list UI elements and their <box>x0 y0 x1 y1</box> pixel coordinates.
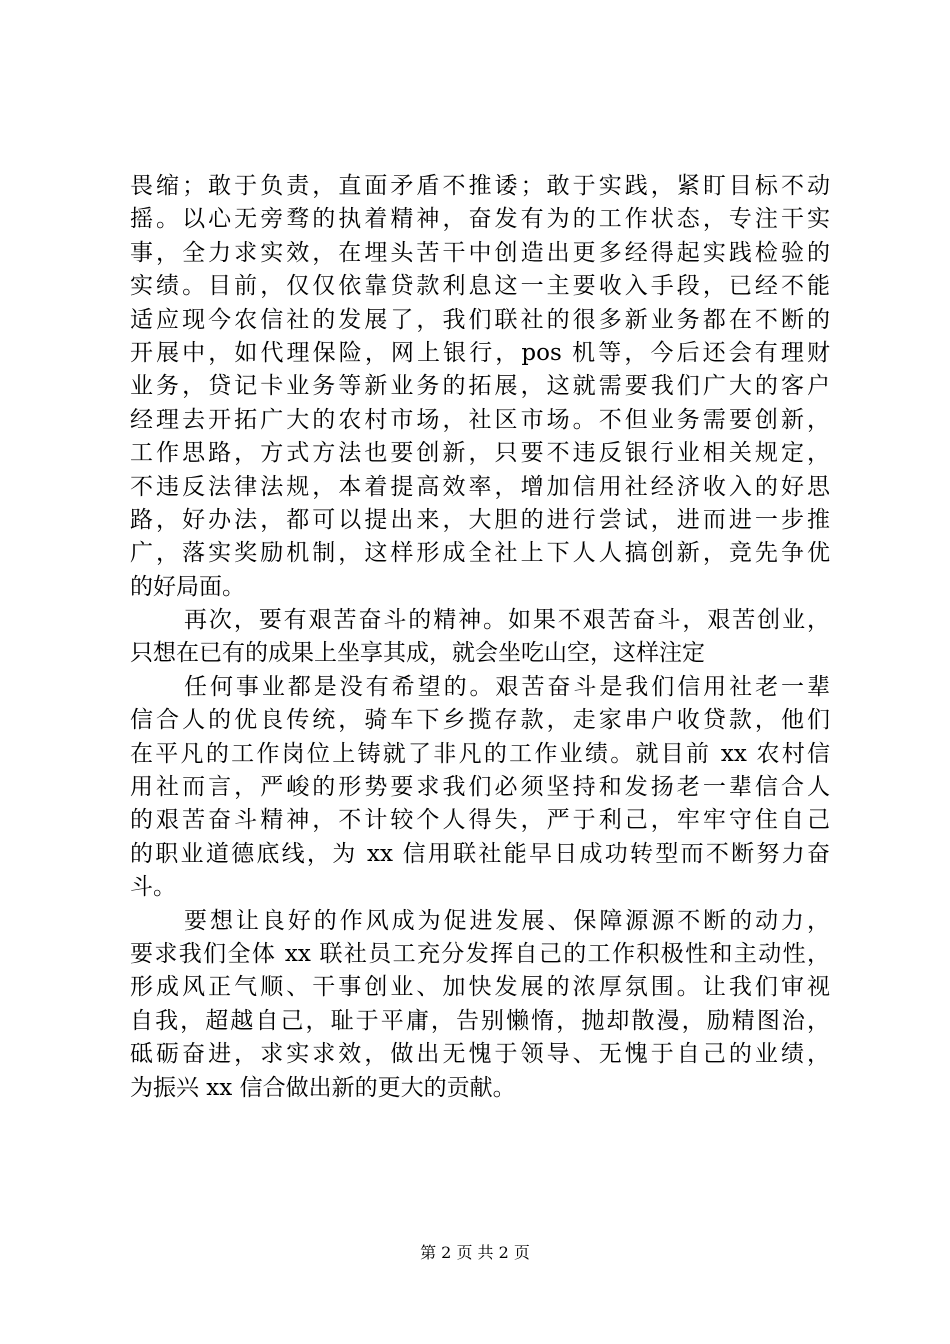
text-line: 适应现今农信社的发展了，我们联社的很多新业务都在不断的 <box>130 306 830 333</box>
text-line: 为振兴 xx 信合做出新的更大的贡献。 <box>130 1074 516 1101</box>
text-line: 实绩。目前，仅仅依靠贷款利息这一主要收入手段，已经不能 <box>130 273 830 300</box>
text-line: 用社而言，严峻的形势要求我们必须坚持和发扬老一辈信合人 <box>130 774 830 801</box>
text-line: 经理去开拓广大的农村市场，社区市场。不但业务需要创新， <box>130 406 830 433</box>
text-line: 再次，要有艰苦奋斗的精神。如果不艰苦奋斗，艰苦创业， <box>184 607 830 634</box>
text-line: 的艰苦奋斗精神，不计较个人得失，严于利己，牢牢守住自己 <box>130 807 830 834</box>
text-line: 路，好办法，都可以提出来，大胆的进行尝试，进而进一步推 <box>130 506 830 533</box>
text-line: 自我，超越自己，耻于平庸，告别懒惰，抛却散漫，励精图治， <box>130 1007 830 1034</box>
document-body <box>130 170 830 1105</box>
text-line: 畏缩；敢于负责，直面矛盾不推诿；敢于实践，紧盯目标不动 <box>130 173 830 199</box>
text-line: 形成风正气顺、干事创业、加快发展的浓厚氛围。让我们审视 <box>130 974 830 1001</box>
text-line: 的好局面。 <box>130 573 245 600</box>
text-line: 工作思路，方式方法也要创新，只要不违反银行业相关规定， <box>130 440 830 467</box>
text-line: 广，落实奖励机制，这样形成全社上下人人搞创新，竞先争优 <box>130 540 830 567</box>
text-line: 任何事业都是没有希望的。艰苦奋斗是我们信用社老一辈 <box>184 673 830 700</box>
text-line: 摇。以心无旁骛的执着精神，奋发有为的工作状态，专注干实 <box>130 206 830 233</box>
text-line: 不违反法律法规，本着提高效率，增加信用社经济收入的好思 <box>130 473 830 500</box>
text-line: 斗。 <box>130 874 176 901</box>
page-footer: 第 2 页 共 2 页 <box>420 1243 530 1262</box>
text-line: 信合人的优良传统，骑车下乡揽存款，走家串户收贷款，他们 <box>130 707 830 734</box>
text-line: 砥砺奋进，求实求效，做出无愧于领导、无愧于自己的业绩， <box>130 1041 830 1068</box>
text-line: 要想让良好的作风成为促进发展、保障源源不断的动力， <box>184 907 830 934</box>
text-line: 开展中，如代理保险，网上银行，pos 机等，今后还会有理财 <box>130 339 830 366</box>
text-line: 在平凡的工作岗位上铸就了非凡的工作业绩。就目前 xx 农村信 <box>130 740 830 767</box>
text-line: 事，全力求实效，在埋头苦干中创造出更多经得起实践检验的 <box>130 239 830 266</box>
text-line: 只想在已有的成果上坐享其成，就会坐吃山空，这样注定 <box>130 640 705 667</box>
text-line: 业务，贷记卡业务等新业务的拓展，这就需要我们广大的客户 <box>130 373 830 400</box>
text-line: 要求我们全体 xx 联社员工充分发挥自己的工作积极性和主动性， <box>130 940 830 967</box>
text-line: 的职业道德底线，为 xx 信用联社能早日成功转型而不断努力奋 <box>130 840 830 867</box>
